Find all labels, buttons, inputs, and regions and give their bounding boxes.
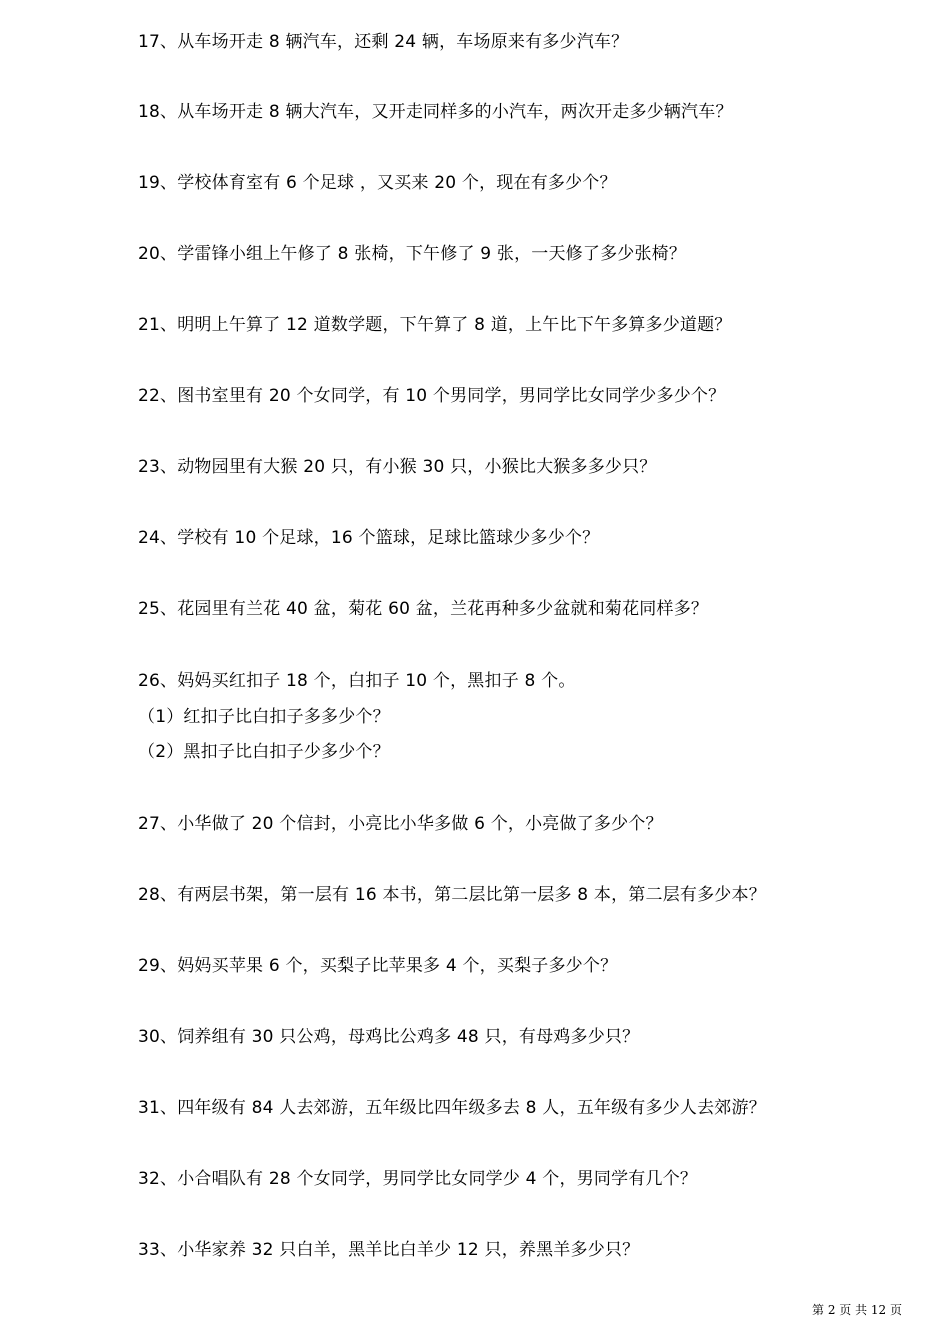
question-19: 19、学校体育室有 6 个足球 ，又买来 20 个，现在有多少个？	[138, 173, 617, 193]
question-17: 17、从车场开走 8 辆汽车，还剩 24 辆，车场原来有多少汽车？	[138, 32, 629, 52]
question-26: 26、妈妈买红扣子 18 个，白扣子 10 个，黑扣子 8 个。	[138, 671, 576, 691]
question-18: 18、从车场开走 8 辆大汽车，又开走同样多的小汽车，两次开走多少辆汽车？	[138, 102, 733, 122]
question-29: 29、妈妈买苹果 6 个，买梨子比苹果多 4 个，买梨子多少个？	[138, 956, 618, 976]
question-26-part-1: （1）红扣子比白扣子多多少个？	[138, 707, 390, 727]
question-30: 30、饲养组有 30 只公鸡，母鸡比公鸡多 48 只，有母鸡多少只？	[138, 1027, 640, 1047]
question-22: 22、图书室里有 20 个女同学，有 10 个男同学，男同学比女同学少多少个？	[138, 386, 726, 406]
question-28: 28、有两层书架，第一层有 16 本书，第二层比第一层多 8 本，第二层有多少本？	[138, 885, 766, 905]
question-27: 27、小华做了 20 个信封，小亮比小华多做 6 个，小亮做了多少个？	[138, 814, 663, 834]
question-33: 33、小华家养 32 只白羊，黑羊比白羊少 12 只，养黑羊多少只？	[138, 1240, 640, 1260]
question-23: 23、动物园里有大猴 20 只，有小猴 30 只，小猴比大猴多多少只？	[138, 457, 657, 477]
question-32: 32、小合唱队有 28 个女同学，男同学比女同学少 4 个，男同学有几个？	[138, 1169, 698, 1189]
question-24: 24、学校有 10 个足球，16 个篮球，足球比篮球少多少个？	[138, 528, 600, 548]
page-number-footer: 第 2 页 共 12 页	[812, 1303, 902, 1317]
question-21: 21、明明上午算了 12 道数学题，下午算了 8 道，上午比下午多算多少道题？	[138, 315, 732, 335]
question-20: 20、学雷锋小组上午修了 8 张椅，下午修了 9 张，一天修了多少张椅？	[138, 244, 687, 264]
question-25: 25、花园里有兰花 40 盆，菊花 60 盆，兰花再种多少盆就和菊花同样多？	[138, 599, 709, 619]
question-26-part-2: （2）黑扣子比白扣子少多少个？	[138, 742, 390, 762]
question-31: 31、四年级有 84 人去郊游，五年级比四年级多去 8 人，五年级有多少人去郊游？	[138, 1098, 766, 1118]
